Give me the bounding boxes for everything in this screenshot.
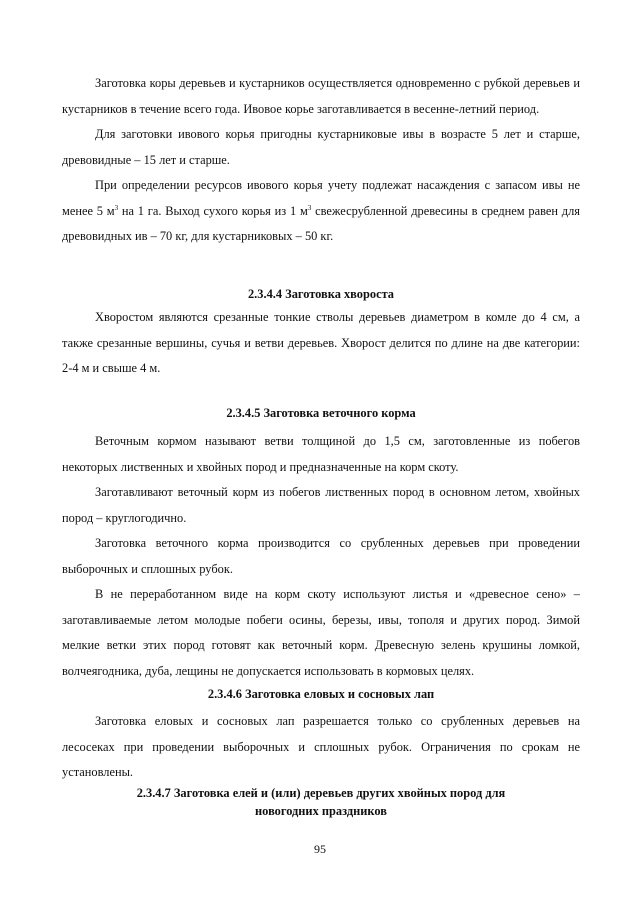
section-heading-2347 [62,784,580,820]
paragraph: Хворостом являются срезанные тонкие стволы деревьев диаметром в комле до 4 см, а также срезанные вершины, сучья и ветви деревьев. Хворост делится по длине на две категории: 2-4 м и свыше 4 м. [62,310,580,375]
heading-text: 2.3.4.6 Заготовка еловых и сосновых лап [207,687,435,701]
section-heading-2345 [62,404,580,422]
section-heading-2346 [62,685,580,703]
paragraph: Заготовка еловых и сосновых лап разрешается только со срубленных деревьев на лесосеках при проведении выборочных и сплошных рубок. Ограничения по срокам не установлены. [62,714,580,779]
section-2345-body [62,429,580,684]
paragraph: В не переработанном виде на корм скоту используют листья и «древесное сено» – заготавливаемые летом молодые побеги осины, березы, ивы, тополя и других пород. Зимой мелкие ветки этих пород готовят как веточный корм. Древесную зелень крушины ломкой, волчеягодника, дуба, лещины не допускается использовать в кормовых целях. [62,587,580,678]
heading-text: 2.3.4.5 Заготовка веточного корма [226,406,416,420]
paragraph: Для заготовки ивового корья пригодны кустарниковые ивы в возрасте 5 лет и старше, древовидные – 15 лет и старше. [62,127,580,167]
superscript: 3 [307,203,312,212]
paragraph: Веточным кормом называют ветви толщиной до 1,5 см, заготовленные из побегов некоторых лиственных и хвойных пород и предназначенные на корм скоту. [62,434,580,474]
text-run: При определении ресурсов ивового корья учету подлежат насаждения с запасом ивы не менее 5 м [62,178,580,218]
section-2344-body [62,305,580,382]
section-2346-body [62,709,580,786]
text-run: на 1 га. Выход сухого корья из 1 м [118,203,308,218]
paragraph: Заготовка веточного корма производится со срубленных деревьев при проведении выборочных и сплошных рубок. [62,536,580,576]
heading-line-2: новогодних праздников [255,804,387,818]
intro-section [62,71,580,250]
paragraph [62,173,580,250]
section-heading-2344 [62,285,580,303]
text-run: свежесрубленной древесины в среднем равен для древовидных ив – 70 кг, для кустарниковых – 50 кг. [62,203,580,243]
superscript: 3 [114,203,119,212]
heading-line-1: 2.3.4.7 Заготовка елей и (или) деревьев других хвойных пород для [136,786,506,800]
paragraph: Заготавливают веточный корм из побегов лиственных пород в основном летом, хвойных пород – круглогодично. [62,485,580,525]
paragraph: Заготовка коры деревьев и кустарников осуществляется одновременно с рубкой деревьев и кустарников в течение всего года. Ивовое корье заготавливается в весенне-летний период. [62,76,580,116]
page-number: 95 [314,842,326,856]
heading-text: 2.3.4.4 Заготовка хвороста [247,287,395,301]
